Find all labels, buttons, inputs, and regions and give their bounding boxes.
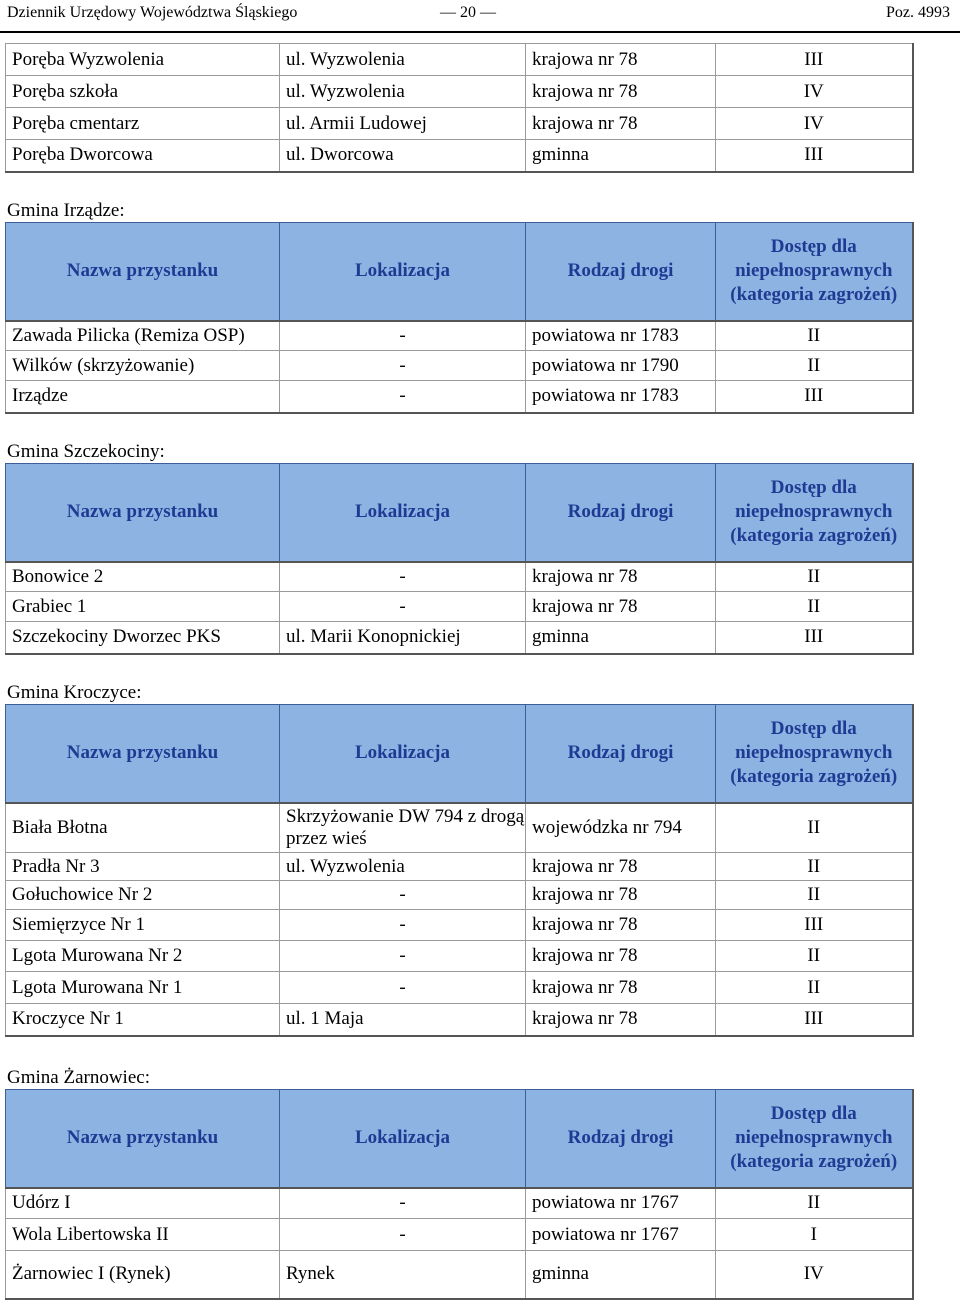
table-row bbox=[6, 1251, 913, 1299]
hazard-category-cell: II bbox=[716, 941, 913, 972]
header-row bbox=[6, 464, 913, 562]
road-type-cell: krajowa nr 78 bbox=[526, 592, 716, 622]
table-szczekociny bbox=[5, 463, 914, 655]
road-type-cell: krajowa nr 78 bbox=[526, 1004, 716, 1036]
location-cell: Rynek bbox=[280, 1251, 526, 1299]
stop-name-cell: Poręba szkoła bbox=[6, 76, 280, 108]
table-row bbox=[6, 622, 913, 654]
road-type-cell: krajowa nr 78 bbox=[526, 910, 716, 941]
column-header-access: Dostęp dla niepełnosprawnych (kategoria zagrożeń) bbox=[716, 705, 913, 803]
road-type-cell: krajowa nr 78 bbox=[526, 562, 716, 592]
location-cell: - bbox=[280, 910, 526, 941]
location-cell: - bbox=[280, 1219, 526, 1251]
table-row bbox=[6, 108, 913, 140]
table-row bbox=[6, 351, 913, 381]
hazard-category-cell: I bbox=[716, 1219, 913, 1251]
table-row bbox=[6, 562, 913, 592]
location-cell: - bbox=[280, 972, 526, 1004]
stop-name-cell: Irządze bbox=[6, 381, 280, 413]
stop-name-cell: Pradła Nr 3 bbox=[6, 853, 280, 881]
header-row bbox=[6, 223, 913, 321]
location-cell: ul. Wyzwolenia bbox=[280, 76, 526, 108]
table-row bbox=[6, 381, 913, 413]
hazard-category-cell: III bbox=[716, 140, 913, 172]
table-row bbox=[6, 1219, 913, 1251]
column-header-road: Rodzaj drogi bbox=[526, 223, 716, 321]
journal-title: Dziennik Urzędowy Województwa Śląskiego bbox=[7, 4, 298, 21]
table-zarnowiec bbox=[5, 1089, 914, 1300]
stop-name-cell: Zawada Pilicka (Remiza OSP) bbox=[6, 321, 280, 351]
road-type-cell: krajowa nr 78 bbox=[526, 853, 716, 881]
column-header-location: Lokalizacja bbox=[280, 464, 526, 562]
position-number: Poz. 4993 bbox=[886, 4, 950, 21]
stop-name-cell: Lgota Murowana Nr 2 bbox=[6, 941, 280, 972]
column-header-name: Nazwa przystanku bbox=[6, 705, 280, 803]
location-cell: ul. Wyzwolenia bbox=[280, 44, 526, 76]
road-type-cell: krajowa nr 78 bbox=[526, 972, 716, 1004]
location-cell: - bbox=[280, 592, 526, 622]
hazard-category-cell: II bbox=[716, 881, 913, 910]
table-row bbox=[6, 76, 913, 108]
road-type-cell: gminna bbox=[526, 140, 716, 172]
stop-name-cell: Poręba Wyzwolenia bbox=[6, 44, 280, 76]
hazard-category-cell: IV bbox=[716, 76, 913, 108]
table-row bbox=[6, 972, 913, 1004]
location-cell: ul. 1 Maja bbox=[280, 1004, 526, 1036]
road-type-cell: krajowa nr 78 bbox=[526, 881, 716, 910]
column-header-road: Rodzaj drogi bbox=[526, 1090, 716, 1188]
hazard-category-cell: III bbox=[716, 1004, 913, 1036]
location-cell: ul. Armii Ludowej bbox=[280, 108, 526, 140]
header-row bbox=[6, 1090, 913, 1188]
stop-name-cell: Żarnowiec I (Rynek) bbox=[6, 1251, 280, 1299]
stop-name-cell: Siemięrzyce Nr 1 bbox=[6, 910, 280, 941]
hazard-category-cell: II bbox=[716, 592, 913, 622]
column-header-road: Rodzaj drogi bbox=[526, 464, 716, 562]
location-cell: - bbox=[280, 562, 526, 592]
stop-name-cell: Szczekociny Dworzec PKS bbox=[6, 622, 280, 654]
hazard-category-cell: II bbox=[716, 803, 913, 853]
column-header-name: Nazwa przystanku bbox=[6, 464, 280, 562]
section-title-zarnowiec: Gmina Żarnowiec: bbox=[7, 1067, 150, 1088]
stop-name-cell: Kroczyce Nr 1 bbox=[6, 1004, 280, 1036]
location-cell: - bbox=[280, 941, 526, 972]
hazard-category-cell: III bbox=[716, 44, 913, 76]
column-header-location: Lokalizacja bbox=[280, 1090, 526, 1188]
table-row bbox=[6, 592, 913, 622]
column-header-name: Nazwa przystanku bbox=[6, 1090, 280, 1188]
table-row bbox=[6, 853, 913, 881]
table-irzadze bbox=[5, 222, 914, 414]
road-type-cell: powiatowa nr 1783 bbox=[526, 321, 716, 351]
road-type-cell: gminna bbox=[526, 1251, 716, 1299]
location-cell: ul. Dworcowa bbox=[280, 140, 526, 172]
table-row bbox=[6, 910, 913, 941]
hazard-category-cell: III bbox=[716, 910, 913, 941]
hazard-category-cell: II bbox=[716, 1188, 913, 1219]
stop-name-cell: Grabiec 1 bbox=[6, 592, 280, 622]
table-row bbox=[6, 140, 913, 172]
stop-name-cell: Biała Błotna bbox=[6, 803, 280, 853]
road-type-cell: powiatowa nr 1790 bbox=[526, 351, 716, 381]
hazard-category-cell: II bbox=[716, 321, 913, 351]
section-title-kroczyce: Gmina Kroczyce: bbox=[7, 682, 142, 703]
table-poreba bbox=[5, 43, 914, 173]
road-type-cell: krajowa nr 78 bbox=[526, 941, 716, 972]
table-row bbox=[6, 881, 913, 910]
location-cell: - bbox=[280, 321, 526, 351]
location-cell: ul. Wyzwolenia bbox=[280, 853, 526, 881]
stop-name-cell: Poręba Dworcowa bbox=[6, 140, 280, 172]
column-header-access: Dostęp dla niepełnosprawnych (kategoria zagrożeń) bbox=[716, 223, 913, 321]
stop-name-cell: Wilków (skrzyżowanie) bbox=[6, 351, 280, 381]
stop-name-cell: Poręba cmentarz bbox=[6, 108, 280, 140]
header-row bbox=[6, 705, 913, 803]
location-cell: Skrzyżowanie DW 794 z drogą przez wieś bbox=[280, 803, 526, 853]
table-row bbox=[6, 803, 913, 853]
hazard-category-cell: II bbox=[716, 972, 913, 1004]
column-header-road: Rodzaj drogi bbox=[526, 705, 716, 803]
stop-name-cell: Bonowice 2 bbox=[6, 562, 280, 592]
table-row bbox=[6, 44, 913, 76]
location-cell: ul. Marii Konopnickiej bbox=[280, 622, 526, 654]
hazard-category-cell: II bbox=[716, 351, 913, 381]
column-header-access: Dostęp dla niepełnosprawnych (kategoria zagrożeń) bbox=[716, 1090, 913, 1188]
table-row bbox=[6, 941, 913, 972]
hazard-category-cell: III bbox=[716, 381, 913, 413]
location-cell: - bbox=[280, 881, 526, 910]
hazard-category-cell: IV bbox=[716, 1251, 913, 1299]
road-type-cell: krajowa nr 78 bbox=[526, 44, 716, 76]
column-header-name: Nazwa przystanku bbox=[6, 223, 280, 321]
road-type-cell: powiatowa nr 1767 bbox=[526, 1188, 716, 1219]
column-header-location: Lokalizacja bbox=[280, 223, 526, 321]
table-kroczyce bbox=[5, 704, 914, 1037]
table-row bbox=[6, 321, 913, 351]
road-type-cell: powiatowa nr 1783 bbox=[526, 381, 716, 413]
page-number: — 20 — bbox=[440, 4, 496, 21]
hazard-category-cell: II bbox=[716, 853, 913, 881]
road-type-cell: krajowa nr 78 bbox=[526, 76, 716, 108]
stop-name-cell: Gołuchowice Nr 2 bbox=[6, 881, 280, 910]
location-cell: - bbox=[280, 351, 526, 381]
table-row bbox=[6, 1004, 913, 1036]
section-title-szczekociny: Gmina Szczekociny: bbox=[7, 441, 165, 462]
location-cell: - bbox=[280, 1188, 526, 1219]
column-header-access: Dostęp dla niepełnosprawnych (kategoria zagrożeń) bbox=[716, 464, 913, 562]
road-type-cell: krajowa nr 78 bbox=[526, 108, 716, 140]
stop-name-cell: Lgota Murowana Nr 1 bbox=[6, 972, 280, 1004]
stop-name-cell: Udórz I bbox=[6, 1188, 280, 1219]
hazard-category-cell: IV bbox=[716, 108, 913, 140]
stop-name-cell: Wola Libertowska II bbox=[6, 1219, 280, 1251]
road-type-cell: gminna bbox=[526, 622, 716, 654]
road-type-cell: wojewódzka nr 794 bbox=[526, 803, 716, 853]
hazard-category-cell: II bbox=[716, 562, 913, 592]
column-header-location: Lokalizacja bbox=[280, 705, 526, 803]
page-header bbox=[0, 0, 960, 33]
table-row bbox=[6, 1188, 913, 1219]
hazard-category-cell: III bbox=[716, 622, 913, 654]
location-cell: - bbox=[280, 381, 526, 413]
road-type-cell: powiatowa nr 1767 bbox=[526, 1219, 716, 1251]
section-title-irzadze: Gmina Irządze: bbox=[7, 200, 125, 221]
